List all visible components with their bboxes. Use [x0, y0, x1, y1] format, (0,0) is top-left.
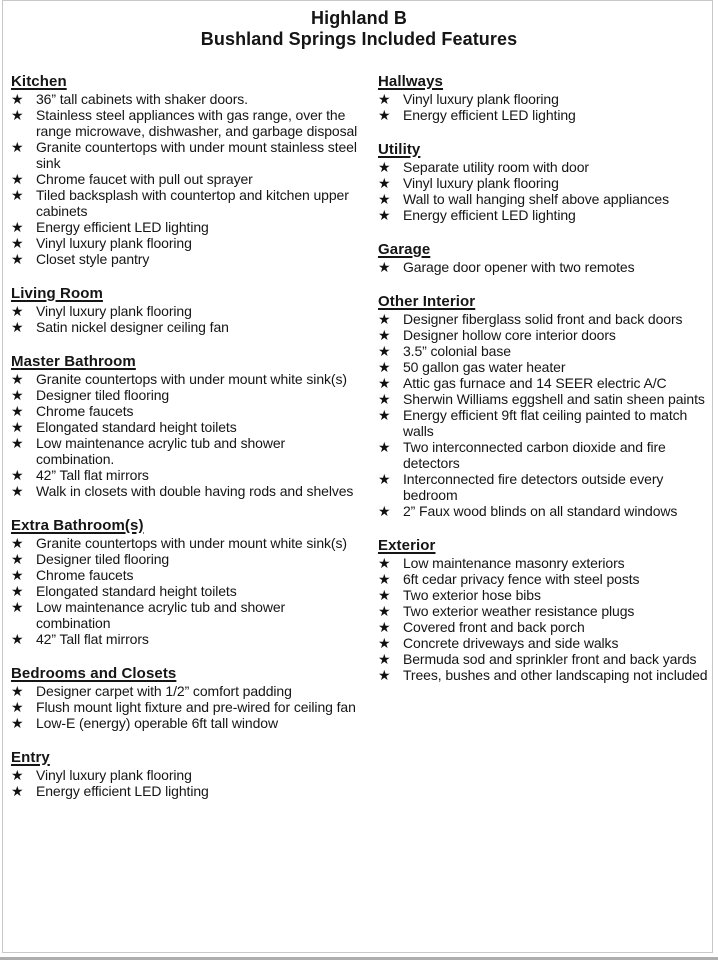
section-other-interior — [378, 294, 709, 519]
right-column — [378, 74, 709, 799]
star-bullet-icon: ★ — [378, 359, 391, 375]
star-bullet-icon: ★ — [378, 619, 391, 635]
left-column — [11, 74, 360, 799]
star-bullet-icon: ★ — [11, 683, 24, 699]
item-text: Wall to wall hanging shelf above appliances — [403, 191, 670, 207]
star-bullet-icon: ★ — [11, 91, 24, 107]
star-bullet-icon: ★ — [378, 571, 391, 587]
star-bullet-icon: ★ — [378, 471, 391, 487]
list-item — [378, 191, 709, 207]
item-text: Designer tiled flooring — [36, 551, 170, 567]
section-heading: Bedrooms and Closets — [11, 665, 177, 682]
section-bedrooms-and-closets — [11, 666, 360, 731]
item-text: Designer carpet with 1/2” comfort padding — [36, 683, 292, 699]
section-utility — [378, 142, 709, 223]
item-text: Chrome faucets — [36, 403, 134, 419]
item-text: 36” tall cabinets with shaker doors. — [36, 91, 248, 107]
list-item — [11, 107, 360, 139]
star-bullet-icon: ★ — [378, 259, 391, 275]
section-heading: Master Bathroom — [11, 353, 136, 370]
item-text: Interconnected fire detectors outside every bedroom — [403, 471, 664, 503]
feature-columns — [0, 74, 718, 799]
item-text: Two exterior hose bibs — [403, 587, 541, 603]
list-item — [11, 551, 360, 567]
star-bullet-icon: ★ — [378, 91, 391, 107]
list-item — [11, 251, 360, 267]
item-text: Covered front and back porch — [403, 619, 585, 635]
list-item — [11, 187, 360, 219]
list-item — [11, 683, 360, 699]
list-item — [11, 219, 360, 235]
item-text: Elongated standard height toilets — [36, 583, 237, 599]
section-heading: Extra Bathroom(s) — [11, 517, 144, 534]
star-bullet-icon: ★ — [378, 343, 391, 359]
list-item — [378, 439, 709, 471]
item-text: Separate utility room with door — [403, 159, 589, 175]
list-item — [11, 91, 360, 107]
item-text: Chrome faucet with pull out sprayer — [36, 171, 253, 187]
list-item — [11, 715, 360, 731]
star-bullet-icon: ★ — [11, 567, 24, 583]
list-item — [11, 139, 360, 171]
item-text: Vinyl luxury plank flooring — [403, 175, 559, 191]
star-bullet-icon: ★ — [11, 371, 24, 387]
section-living-room — [11, 286, 360, 335]
star-bullet-icon: ★ — [378, 191, 391, 207]
item-text: Stainless steel appliances with gas range, over the range microwave, dishwasher, and garbage disposal — [36, 107, 358, 139]
item-text: Low maintenance masonry exteriors — [403, 555, 625, 571]
list-item — [378, 667, 709, 683]
star-bullet-icon: ★ — [11, 419, 24, 435]
star-bullet-icon: ★ — [11, 107, 24, 123]
item-text: Satin nickel designer ceiling fan — [36, 319, 229, 335]
page-title: Highland B — [311, 8, 407, 28]
item-text: Designer hollow core interior doors — [403, 327, 616, 343]
list-item — [11, 783, 360, 799]
section-heading: Garage — [378, 241, 431, 258]
section-heading: Utility — [378, 141, 421, 158]
item-text: Vinyl luxury plank flooring — [403, 91, 559, 107]
section-heading: Other Interior — [378, 293, 476, 310]
section-heading: Hallways — [378, 73, 444, 90]
item-text: Energy efficient 9ft flat ceiling painted to match walls — [403, 407, 688, 439]
list-item — [378, 391, 709, 407]
list-item — [378, 407, 709, 439]
item-text: Vinyl luxury plank flooring — [36, 235, 192, 251]
list-item — [378, 471, 709, 503]
star-bullet-icon: ★ — [378, 407, 391, 423]
star-bullet-icon: ★ — [11, 435, 24, 451]
section-hallways — [378, 74, 709, 123]
star-bullet-icon: ★ — [378, 667, 391, 683]
list-item — [378, 651, 709, 667]
item-text: 42” Tall flat mirrors — [36, 467, 149, 483]
list-item — [11, 387, 360, 403]
list-item — [378, 259, 709, 275]
section-heading: Exterior — [378, 537, 436, 554]
item-text: Granite countertops with under mount white sink(s) — [36, 535, 347, 551]
star-bullet-icon: ★ — [11, 387, 24, 403]
item-text: Walk in closets with double having rods and shelves — [36, 483, 354, 499]
item-text: Bermuda sod and sprinkler front and back yards — [403, 651, 697, 667]
star-bullet-icon: ★ — [378, 603, 391, 619]
list-item — [378, 359, 709, 375]
star-bullet-icon: ★ — [378, 391, 391, 407]
list-item — [11, 767, 360, 783]
page-subtitle: Bushland Springs Included Features — [200, 29, 518, 49]
list-item — [378, 571, 709, 587]
star-bullet-icon: ★ — [378, 439, 391, 455]
list-item — [11, 235, 360, 251]
star-bullet-icon: ★ — [11, 319, 24, 335]
list-item — [378, 587, 709, 603]
star-bullet-icon: ★ — [378, 375, 391, 391]
list-item — [378, 635, 709, 651]
star-bullet-icon: ★ — [11, 599, 24, 615]
list-item — [378, 343, 709, 359]
star-bullet-icon: ★ — [11, 631, 24, 647]
star-bullet-icon: ★ — [378, 587, 391, 603]
star-bullet-icon: ★ — [11, 767, 24, 783]
list-item — [11, 467, 360, 483]
item-text: Attic gas furnace and 14 SEER electric A/C — [403, 375, 667, 391]
star-bullet-icon: ★ — [378, 107, 391, 123]
list-item — [378, 327, 709, 343]
list-item — [11, 319, 360, 335]
item-text: 3.5” colonial base — [403, 343, 511, 359]
list-item — [11, 535, 360, 551]
list-item — [11, 583, 360, 599]
star-bullet-icon: ★ — [378, 635, 391, 651]
star-bullet-icon: ★ — [11, 699, 24, 715]
title-block — [0, 0, 718, 50]
list-item — [378, 311, 709, 327]
star-bullet-icon: ★ — [11, 171, 24, 187]
item-text: 6ft cedar privacy fence with steel posts — [403, 571, 640, 587]
list-item — [11, 435, 360, 467]
list-item — [11, 171, 360, 187]
list-item — [11, 599, 360, 631]
star-bullet-icon: ★ — [378, 503, 391, 519]
star-bullet-icon: ★ — [11, 219, 24, 235]
star-bullet-icon: ★ — [378, 175, 391, 191]
star-bullet-icon: ★ — [11, 483, 24, 499]
section-garage — [378, 242, 709, 275]
list-item — [11, 371, 360, 387]
item-text: Energy efficient LED lighting — [403, 107, 576, 123]
list-item — [378, 91, 709, 107]
section-heading: Kitchen — [11, 73, 67, 90]
item-text: Energy efficient LED lighting — [36, 783, 209, 799]
item-text: Two interconnected carbon dioxide and fire detectors — [403, 439, 666, 471]
list-item — [11, 631, 360, 647]
item-text: Chrome faucets — [36, 567, 134, 583]
item-text: Garage door opener with two remotes — [403, 259, 635, 275]
star-bullet-icon: ★ — [11, 551, 24, 567]
item-text: Concrete driveways and side walks — [403, 635, 619, 651]
list-item — [11, 567, 360, 583]
item-text: Trees, bushes and other landscaping not included — [403, 667, 708, 683]
list-item — [11, 403, 360, 419]
item-text: 2” Faux wood blinds on all standard windows — [403, 503, 678, 519]
section-heading: Living Room — [11, 285, 103, 302]
item-text: Low maintenance acrylic tub and shower combination. — [36, 435, 286, 467]
star-bullet-icon: ★ — [378, 159, 391, 175]
item-text: Sherwin Williams eggshell and satin sheen paints — [403, 391, 705, 407]
star-bullet-icon: ★ — [378, 207, 391, 223]
list-item — [378, 159, 709, 175]
item-text: Low maintenance acrylic tub and shower combination — [36, 599, 286, 631]
section-entry — [11, 750, 360, 799]
item-text: Two exterior weather resistance plugs — [403, 603, 635, 619]
item-text: Tiled backsplash with countertop and kitchen upper cabinets — [36, 187, 349, 219]
star-bullet-icon: ★ — [11, 715, 24, 731]
star-bullet-icon: ★ — [378, 311, 391, 327]
item-text: Vinyl luxury plank flooring — [36, 303, 192, 319]
star-bullet-icon: ★ — [11, 303, 24, 319]
list-item — [11, 699, 360, 715]
star-bullet-icon: ★ — [11, 535, 24, 551]
item-text: Vinyl luxury plank flooring — [36, 767, 192, 783]
list-item — [378, 207, 709, 223]
list-item — [378, 619, 709, 635]
list-item — [11, 303, 360, 319]
star-bullet-icon: ★ — [378, 651, 391, 667]
item-text: 42” Tall flat mirrors — [36, 631, 149, 647]
item-text: Flush mount light fixture and pre-wired for ceiling fan — [36, 699, 356, 715]
section-heading: Entry — [11, 749, 50, 766]
list-item — [11, 419, 360, 435]
list-item — [378, 107, 709, 123]
star-bullet-icon: ★ — [11, 251, 24, 267]
list-item — [378, 503, 709, 519]
list-item — [378, 603, 709, 619]
item-text: Elongated standard height toilets — [36, 419, 237, 435]
section-extra-bathroom-s — [11, 518, 360, 647]
star-bullet-icon: ★ — [11, 583, 24, 599]
item-text: Granite countertops with under mount stainless steel sink — [36, 139, 357, 171]
item-text: Energy efficient LED lighting — [403, 207, 576, 223]
item-text: 50 gallon gas water heater — [403, 359, 566, 375]
star-bullet-icon: ★ — [11, 467, 24, 483]
item-text: Energy efficient LED lighting — [36, 219, 209, 235]
section-master-bathroom — [11, 354, 360, 499]
list-item — [378, 375, 709, 391]
item-text: Designer fiberglass solid front and back doors — [403, 311, 683, 327]
list-item — [11, 483, 360, 499]
star-bullet-icon: ★ — [11, 139, 24, 155]
item-text: Granite countertops with under mount white sink(s) — [36, 371, 347, 387]
item-text: Low-E (energy) operable 6ft tall window — [36, 715, 279, 731]
item-text: Closet style pantry — [36, 251, 150, 267]
list-item — [378, 555, 709, 571]
star-bullet-icon: ★ — [378, 327, 391, 343]
star-bullet-icon: ★ — [11, 403, 24, 419]
section-kitchen — [11, 74, 360, 267]
star-bullet-icon: ★ — [11, 783, 24, 799]
item-text: Designer tiled flooring — [36, 387, 170, 403]
list-item — [378, 175, 709, 191]
star-bullet-icon: ★ — [378, 555, 391, 571]
star-bullet-icon: ★ — [11, 187, 24, 203]
star-bullet-icon: ★ — [11, 235, 24, 251]
section-exterior — [378, 538, 709, 683]
